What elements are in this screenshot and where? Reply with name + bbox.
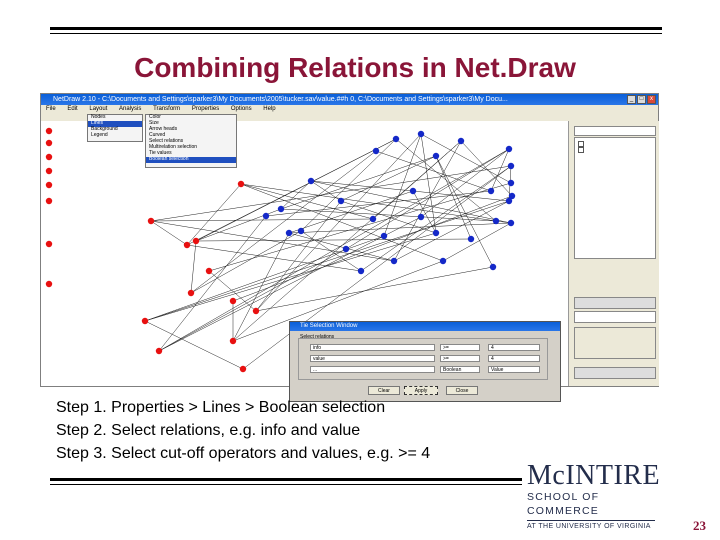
network-edge — [443, 223, 511, 261]
menu-help[interactable]: Help — [263, 106, 276, 112]
menu-entry[interactable]: Legend — [91, 132, 108, 138]
clear-button[interactable]: Clear — [368, 386, 400, 395]
network-node[interactable] — [206, 268, 212, 274]
network-edge — [196, 239, 471, 241]
network-node[interactable] — [193, 238, 199, 244]
network-node[interactable] — [370, 216, 376, 222]
network-edge — [145, 321, 243, 369]
network-node[interactable] — [46, 154, 52, 160]
close-icon[interactable]: x — [647, 95, 656, 104]
menu-entry[interactable]: Lines — [88, 121, 142, 127]
netdraw-menubar — [41, 105, 658, 114]
relations-list[interactable] — [574, 137, 656, 259]
size-selector[interactable] — [574, 311, 656, 323]
network-node[interactable] — [391, 258, 397, 264]
dialog-title: Tie Selection Window — [290, 322, 560, 331]
network-edge — [289, 223, 511, 233]
network-edge — [151, 221, 187, 245]
panel-tabs[interactable] — [574, 126, 656, 136]
value-input-1[interactable]: 4 — [488, 344, 540, 351]
network-edge — [311, 181, 413, 191]
network-node[interactable] — [46, 182, 52, 188]
filter-box — [574, 327, 656, 359]
menu-options[interactable]: Options — [230, 106, 252, 112]
relation-select-2[interactable]: value — [310, 355, 435, 362]
network-node[interactable] — [298, 228, 304, 234]
network-node[interactable] — [148, 218, 154, 224]
slide-title: Combining Relations in Net.Draw — [134, 52, 576, 83]
panel-toolbar[interactable] — [574, 297, 656, 309]
network-node[interactable] — [373, 148, 379, 154]
network-edge — [384, 134, 421, 236]
menu-entry[interactable]: Background — [91, 126, 118, 132]
network-node[interactable] — [184, 242, 190, 248]
value-input-3[interactable]: Value — [488, 366, 540, 373]
network-node[interactable] — [230, 298, 236, 304]
network-edge — [256, 134, 421, 311]
menu-entry[interactable]: Arrow heads — [149, 126, 178, 132]
close-button[interactable]: Close — [446, 386, 478, 395]
network-edge — [256, 267, 493, 311]
network-edge — [151, 221, 394, 261]
network-node[interactable] — [490, 264, 496, 270]
lines-submenu — [145, 114, 237, 168]
network-node[interactable] — [433, 153, 439, 159]
relation-select-3[interactable]: ... — [310, 366, 435, 373]
netdraw-screenshot — [40, 93, 659, 394]
menu-properties[interactable]: Properties — [191, 106, 220, 112]
network-node[interactable] — [509, 193, 515, 199]
dialog-group-label: Select relations — [300, 334, 335, 340]
menu-transform[interactable]: Transform — [153, 106, 181, 112]
network-node[interactable] — [418, 214, 424, 220]
network-node[interactable] — [418, 131, 424, 137]
mcintire-logo — [527, 462, 667, 530]
network-edge — [191, 241, 196, 293]
netdraw-window-title: NetDraw 2.10 - C:\Documents and Settings\sparker3\My Documents\2005\tucker.sav\value.##h 0, C:\Documents and Settings\sparker3\My Docu... — [53, 96, 508, 103]
network-node[interactable] — [508, 220, 514, 226]
top-rule-thin — [50, 33, 662, 34]
network-node[interactable] — [410, 188, 416, 194]
network-edge — [241, 184, 443, 261]
top-rule-thick — [50, 27, 662, 30]
minimize-icon[interactable]: _ — [627, 95, 636, 104]
menu-edit[interactable]: Edit — [67, 106, 78, 112]
menu-entry-boolean-selection[interactable]: Boolean selection — [146, 157, 236, 163]
network-node[interactable] — [440, 258, 446, 264]
network-node[interactable] — [508, 180, 514, 186]
network-edge — [461, 141, 512, 196]
step-2: Step 2. Select relations, e.g. info and value — [56, 422, 361, 439]
network-edge — [373, 141, 461, 219]
step-1: Step 1. Properties > Lines > Boolean selection — [56, 399, 386, 416]
network-canvas[interactable] — [41, 114, 568, 394]
network-node[interactable] — [156, 348, 162, 354]
network-node[interactable] — [188, 290, 194, 296]
menu-entry[interactable]: Multirelation selection — [149, 144, 198, 150]
tie-selection-dialog — [289, 321, 561, 402]
menu-entry[interactable]: Color — [149, 114, 161, 120]
network-node[interactable] — [358, 268, 364, 274]
logo-name: McINTIRE — [527, 460, 661, 491]
network-edge — [191, 231, 301, 293]
network-node[interactable] — [458, 138, 464, 144]
logo-university: AT THE UNIVERSITY OF VIRGINIA — [527, 520, 655, 530]
network-node[interactable] — [263, 213, 269, 219]
network-node[interactable] — [253, 308, 259, 314]
maximize-icon[interactable]: □ — [637, 95, 646, 104]
network-edge — [241, 184, 373, 219]
right-control-panel — [568, 121, 659, 386]
page-number: 23 — [693, 518, 706, 533]
network-edge — [491, 149, 509, 191]
menu-entry[interactable]: Select relations — [149, 138, 184, 144]
network-edge — [421, 149, 509, 217]
menu-entry[interactable]: Tie values — [149, 150, 172, 156]
network-node[interactable] — [46, 198, 52, 204]
network-node[interactable] — [46, 128, 52, 134]
operator-select-2[interactable]: >= — [440, 355, 480, 362]
network-node[interactable] — [240, 366, 246, 372]
network-edge — [233, 233, 289, 341]
network-node[interactable] — [46, 140, 52, 146]
network-edge — [289, 233, 394, 261]
menu-entry[interactable]: Size — [149, 120, 159, 126]
network-node[interactable] — [230, 338, 236, 344]
network-node[interactable] — [493, 218, 499, 224]
network-node[interactable] — [46, 281, 52, 287]
checkbox-icon[interactable] — [578, 147, 584, 153]
network-node[interactable] — [488, 188, 494, 194]
network-edge — [187, 245, 361, 271]
menu-file[interactable]: File — [46, 106, 56, 112]
logo-school: SCHOOL OF COMMERCE — [527, 491, 600, 517]
netdraw-titlebar — [41, 94, 658, 105]
network-node[interactable] — [238, 181, 244, 187]
network-node[interactable] — [308, 178, 314, 184]
bottom-rule-thin — [50, 484, 522, 485]
network-node[interactable] — [506, 146, 512, 152]
menu-analysis[interactable]: Analysis — [119, 106, 142, 112]
panel-footer[interactable] — [574, 367, 656, 379]
network-edge — [394, 201, 509, 261]
bottom-rule-thick — [50, 478, 522, 481]
network-node[interactable] — [393, 136, 399, 142]
properties-menu — [87, 114, 143, 142]
apply-button[interactable]: Apply — [404, 386, 438, 395]
step-3: Step 3. Select cut-off operators and values, e.g. >= 4 — [56, 445, 431, 462]
value-input-2[interactable]: 4 — [488, 355, 540, 362]
network-node[interactable] — [468, 236, 474, 242]
operator-select-1[interactable]: >= — [440, 344, 480, 351]
network-edge — [151, 166, 511, 221]
network-node[interactable] — [433, 230, 439, 236]
menu-entry[interactable]: Nodes — [91, 114, 106, 120]
network-node[interactable] — [508, 163, 514, 169]
network-node[interactable] — [381, 233, 387, 239]
network-node[interactable] — [278, 206, 284, 212]
network-node[interactable] — [338, 198, 344, 204]
menu-layout[interactable]: Layout — [89, 106, 108, 112]
network-node[interactable] — [46, 168, 52, 174]
relation-select-1[interactable]: info — [310, 344, 435, 351]
network-node[interactable] — [286, 230, 292, 236]
network-node[interactable] — [343, 246, 349, 252]
menu-entry[interactable]: Curved — [149, 132, 166, 138]
network-node[interactable] — [46, 241, 52, 247]
operator-select-3[interactable]: Boolean — [440, 366, 480, 373]
network-node[interactable] — [142, 318, 148, 324]
steps-list — [56, 396, 430, 465]
